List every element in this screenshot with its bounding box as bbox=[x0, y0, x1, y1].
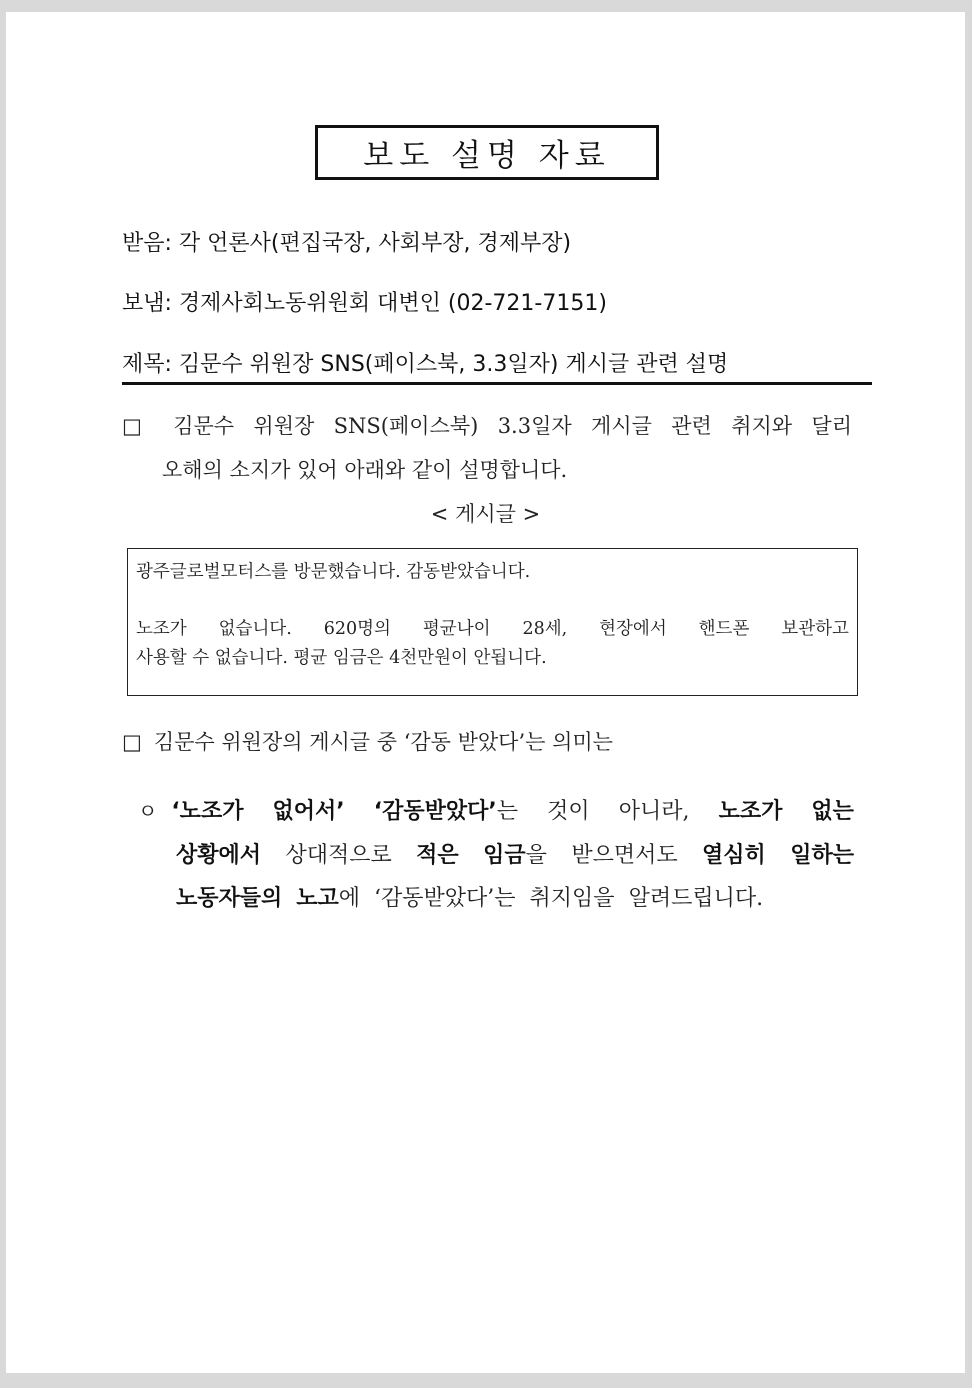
checkbox-icon: □ bbox=[122, 414, 142, 438]
intro-word: 3.3일자 bbox=[497, 414, 572, 438]
post-paragraph-2 bbox=[136, 615, 849, 673]
post-line-1: 광주글로벌모터스를 방문했습니다. 감동받았습니다. bbox=[136, 562, 531, 582]
bullet-marker: ㅇ bbox=[138, 799, 158, 823]
post-word: 평균나이 bbox=[422, 619, 491, 639]
explanation-word: 것이 bbox=[547, 799, 590, 824]
explanation-word: 노고 bbox=[296, 886, 339, 911]
post-word: 노조가 bbox=[136, 619, 187, 639]
explanation-word: 노동자들의 bbox=[176, 886, 283, 911]
subject-underline bbox=[122, 382, 872, 385]
explanation-word: 을 bbox=[525, 842, 547, 868]
explanation-word: 적은 bbox=[416, 842, 459, 868]
explanation-word: 받으면서도 bbox=[571, 842, 678, 868]
explanation-word: 는 bbox=[496, 799, 519, 824]
explanation-word: 노조가 bbox=[718, 799, 783, 824]
intro-word: 관련 bbox=[671, 414, 712, 438]
document-title: 보도 설명 자료 bbox=[315, 125, 659, 180]
explanation-word: 임금 bbox=[483, 842, 526, 868]
meaning-paragraph bbox=[122, 720, 852, 764]
intro-word: SNS(페이스북) bbox=[333, 414, 479, 438]
meaning-text: 김문수 위원장의 게시글 중 ‘감동 받았다’는 의미는 bbox=[153, 730, 613, 754]
post-word: 보관하고 bbox=[781, 619, 849, 639]
post-heading: < 게시글 > bbox=[430, 502, 541, 526]
explanation-word: ‘감동받았다’ bbox=[373, 799, 497, 824]
recipient-line: 받음: 각 언론사(편집국장, 사회부장, 경제부장) bbox=[122, 231, 572, 256]
intro-word: 김문수 bbox=[173, 414, 235, 438]
intro-word: 게시글 bbox=[591, 414, 652, 438]
post-word: 620명의 bbox=[323, 619, 391, 639]
explanation-word: 알려드립니다. bbox=[628, 886, 764, 911]
explanation-bullet bbox=[138, 790, 854, 921]
intro-word: 달리 bbox=[811, 414, 852, 438]
explanation-word: 없어서’ bbox=[272, 799, 345, 824]
explanation-word: ‘감동받았다’는 bbox=[374, 886, 516, 911]
explanation-word: 에 bbox=[338, 886, 361, 911]
post-word: 현장에서 bbox=[599, 619, 667, 639]
sender-line: 보냄: 경제사회노동위원회 대변인 (02-721-7151) bbox=[122, 291, 607, 316]
subject-line: 제목: 김문수 위원장 SNS(페이스북, 3.3일자) 게시글 관련 설명 bbox=[122, 352, 729, 377]
intro-word: 취지와 bbox=[731, 414, 793, 438]
document-page bbox=[6, 12, 965, 1373]
checkbox-icon: □ bbox=[122, 730, 142, 754]
explanation-word: 상황에서 bbox=[176, 842, 262, 868]
intro-word: 위원장 bbox=[253, 414, 315, 438]
explanation-word: 취지임을 bbox=[529, 886, 615, 911]
post-quote-box bbox=[127, 548, 858, 696]
post-line-3: 사용할 수 없습니다. 평균 임금은 4천만원이 안됩니다. bbox=[136, 648, 547, 668]
post-word: 28세, bbox=[522, 619, 568, 639]
explanation-word: 아니라, bbox=[618, 799, 690, 824]
intro-line-2: 오해의 소지가 있어 아래와 같이 설명합니다. bbox=[162, 458, 568, 482]
intro-paragraph bbox=[122, 404, 852, 492]
explanation-word: 일하는 bbox=[790, 842, 854, 868]
explanation-word: 상대적으로 bbox=[285, 842, 392, 868]
post-word: 핸드폰 bbox=[698, 619, 750, 639]
explanation-word: ‘노조가 bbox=[171, 799, 244, 824]
explanation-word: 열심히 bbox=[702, 842, 766, 868]
post-word: 없습니다. bbox=[218, 619, 292, 639]
explanation-word: 없는 bbox=[811, 799, 854, 824]
